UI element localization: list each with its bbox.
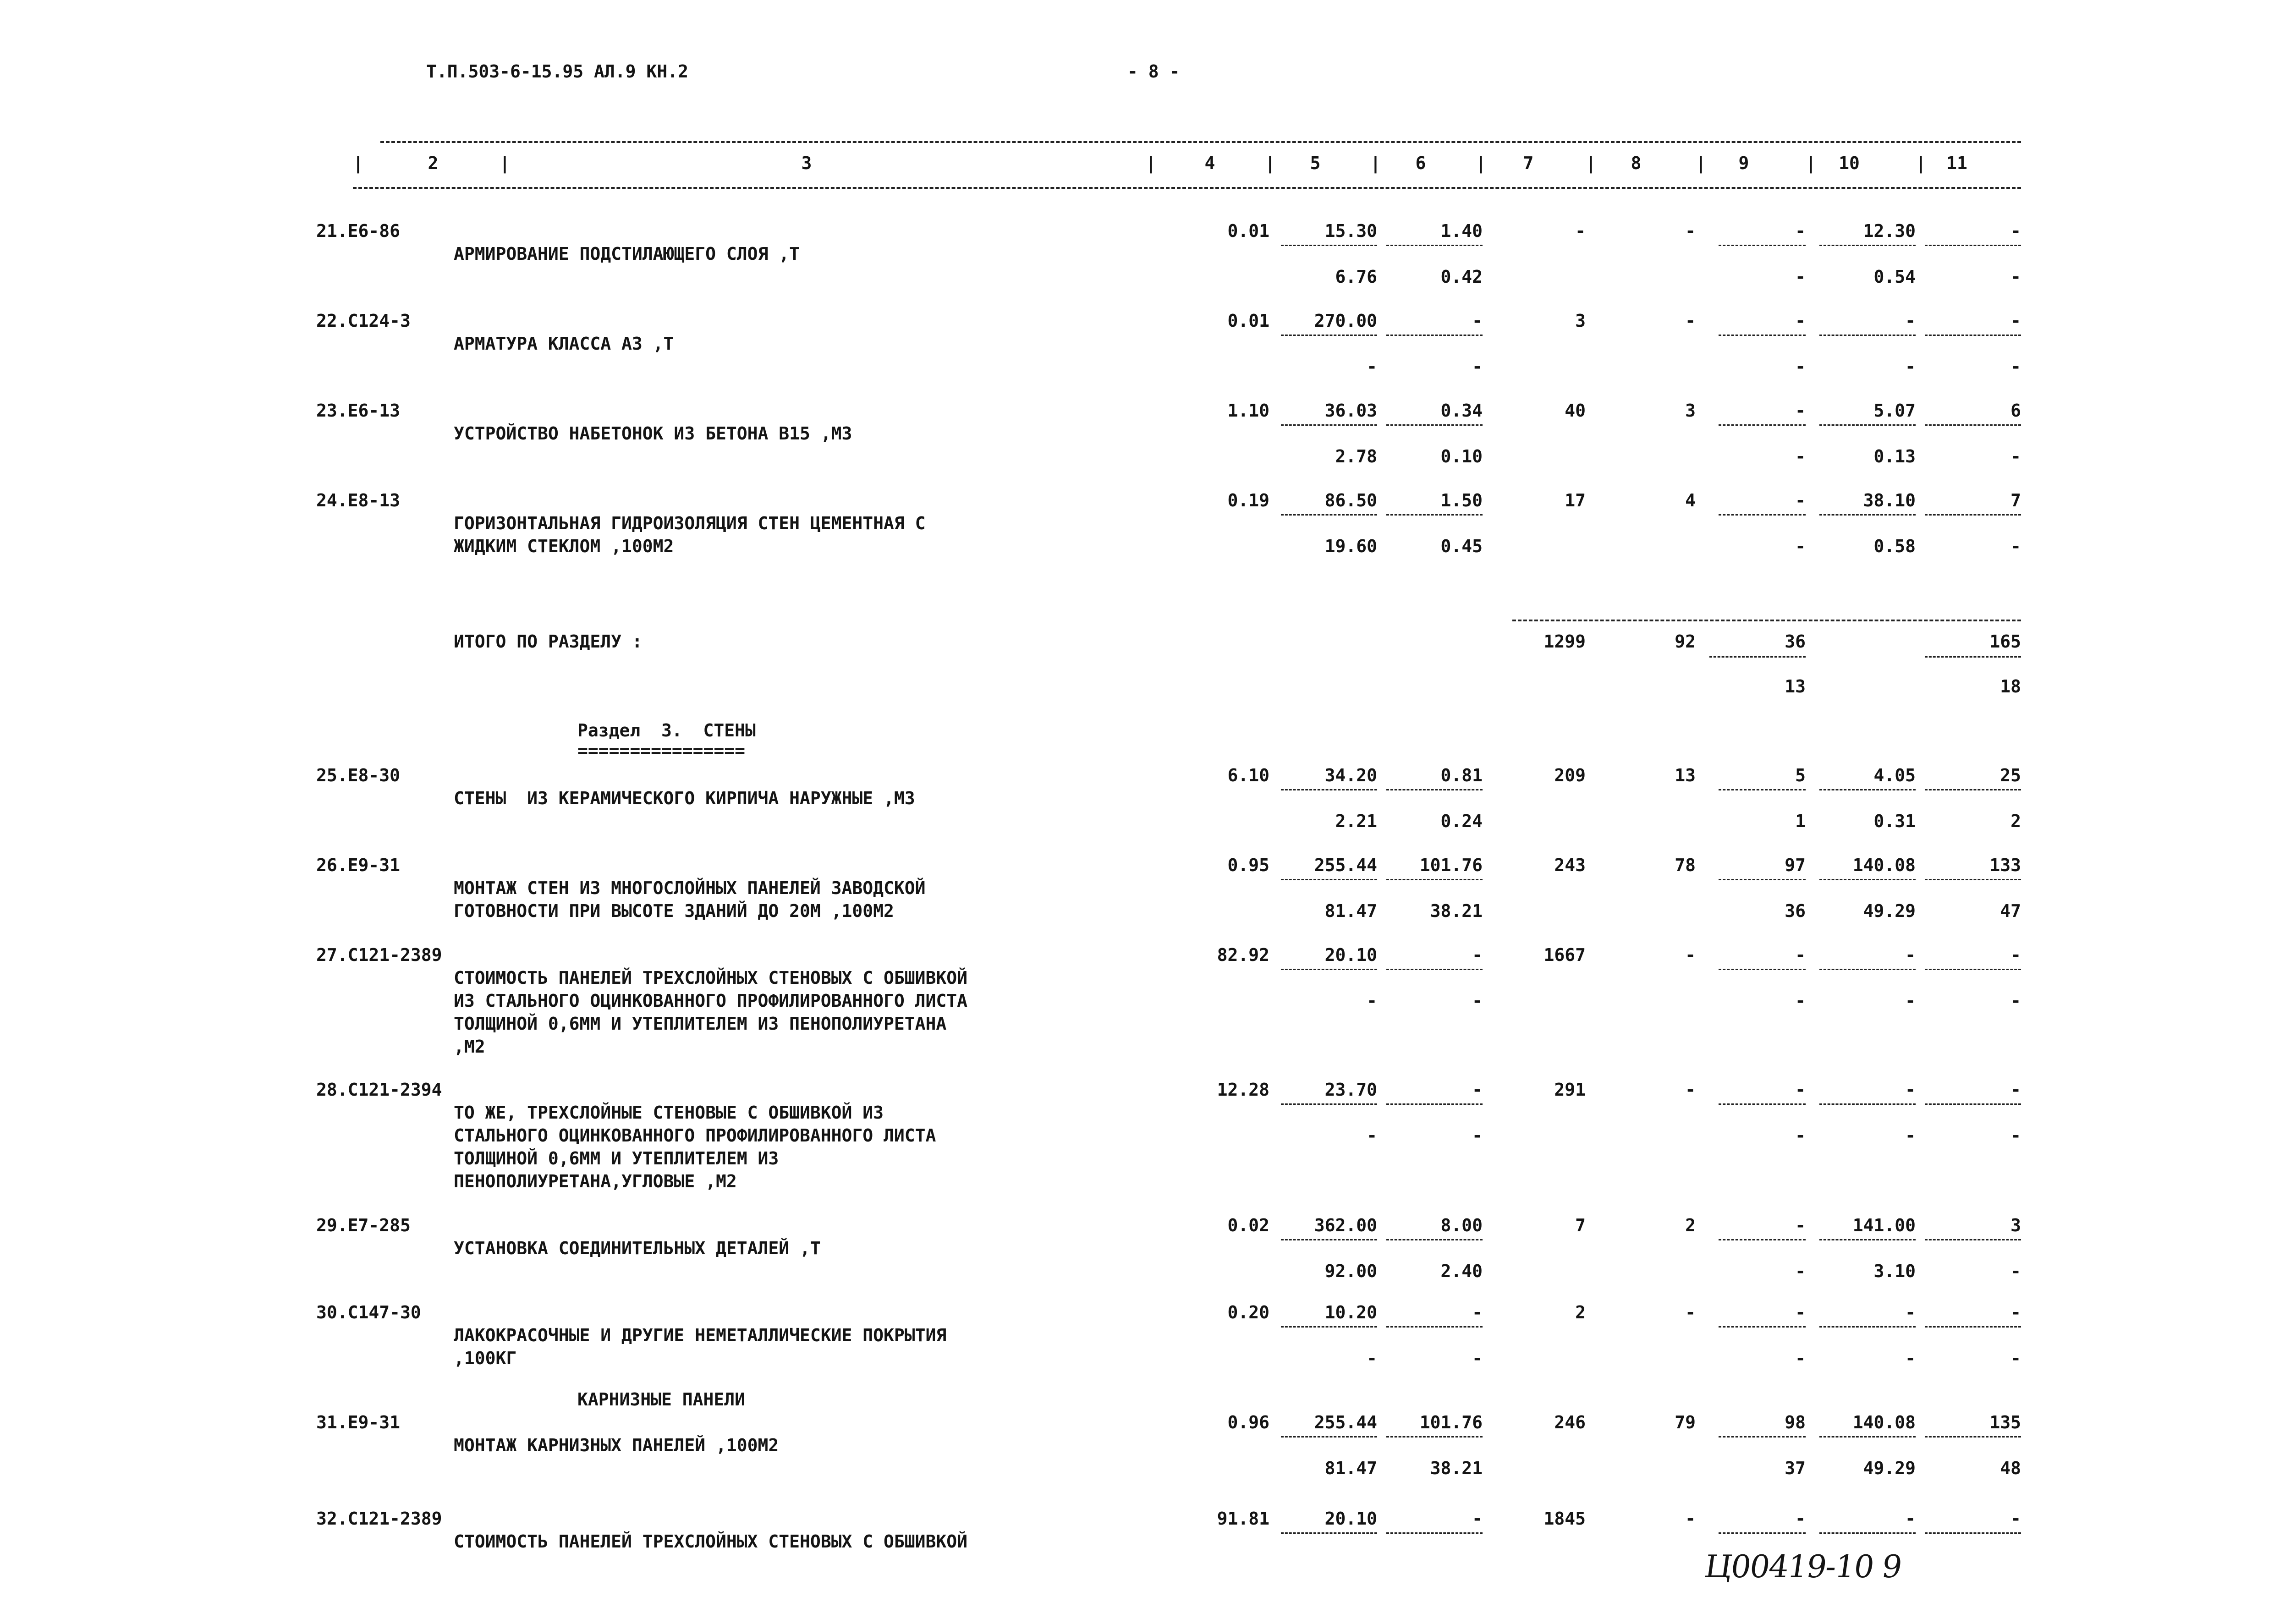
cell-c10b: 0.13 — [1873, 446, 1916, 466]
cell-c6b: - — [1472, 1125, 1483, 1146]
cell-c7: 7 — [1575, 1215, 1586, 1235]
section-total-divider — [1925, 656, 2021, 658]
cell-divider — [1819, 1239, 1916, 1240]
cell-divider — [1281, 1103, 1377, 1105]
cell-c6: - — [1472, 945, 1483, 965]
cell-c11b: - — [2010, 1261, 2021, 1281]
cell-c4: 0.95 — [1227, 855, 1269, 875]
section-total-c11: 165 — [1989, 631, 2021, 652]
row-code: 30.С147-30 — [316, 1302, 421, 1322]
cell-c10: 38.10 — [1863, 490, 1916, 510]
cell-divider — [1719, 1436, 1806, 1437]
cell-c4: 0.01 — [1227, 221, 1269, 241]
cell-c4: 6.10 — [1227, 765, 1269, 785]
subheading: КАРНИЗНЫЕ ПАНЕЛИ — [577, 1389, 746, 1410]
cell-c9: - — [1795, 311, 1806, 331]
cell-c5b: - — [1367, 1125, 1377, 1146]
cell-c4: 0.96 — [1227, 1412, 1269, 1432]
cell-divider — [1281, 424, 1377, 426]
cell-divider — [1281, 245, 1377, 246]
cell-c9b: 1 — [1795, 811, 1806, 831]
column-header-9: 9 — [1738, 153, 1749, 173]
cell-c10b: - — [1905, 1348, 1916, 1368]
section-total-c11b: 18 — [2000, 676, 2021, 697]
cell-c9b: - — [1795, 357, 1806, 377]
cell-c11: 3 — [2010, 1215, 2021, 1235]
cell-divider — [1386, 969, 1483, 970]
cell-c7: 243 — [1554, 855, 1586, 875]
cell-c4: 0.20 — [1227, 1302, 1269, 1322]
cell-c7: 3 — [1575, 311, 1586, 331]
cell-divider — [1281, 879, 1377, 880]
cell-divider — [1925, 514, 2021, 516]
handwritten-mark: Ц00419-10 9 — [1702, 1549, 1904, 1585]
cell-c6b: 38.21 — [1430, 901, 1483, 921]
cell-c10: - — [1905, 1302, 1916, 1322]
cell-divider — [1281, 1326, 1377, 1328]
cell-c7: 2 — [1575, 1302, 1586, 1322]
row-code: 28.С121-2394 — [316, 1080, 442, 1100]
cell-divider — [1819, 424, 1916, 426]
cell-divider — [1925, 1103, 2021, 1105]
cell-c11: - — [2010, 1509, 2021, 1529]
section-total-c9: 36 — [1785, 631, 1806, 652]
cell-c11b: - — [2010, 1348, 2021, 1368]
cell-c9b: - — [1795, 536, 1806, 556]
row-description: ПЕНОПОЛИУРЕТАНА,УГЛОВЫЕ ,М2 — [454, 1171, 737, 1191]
cell-divider — [1386, 879, 1483, 880]
cell-c5b: - — [1367, 1348, 1377, 1368]
cell-c8: 78 — [1675, 855, 1696, 875]
cell-c9: 97 — [1785, 855, 1806, 875]
cell-divider — [1819, 969, 1916, 970]
cell-c10: 140.08 — [1852, 855, 1916, 875]
row-description: СТЕНЫ ИЗ КЕРАМИЧЕСКОГО КИРПИЧА НАРУЖНЫЕ ,М3 — [454, 788, 915, 808]
cell-c9: - — [1795, 401, 1806, 421]
page-number: - 8 - — [1127, 61, 1180, 82]
cell-divider — [1386, 335, 1483, 336]
row-description: СТАЛЬНОГО ОЦИНКОВАННОГО ПРОФИЛИРОВАННОГО ЛИСТА — [454, 1125, 936, 1146]
column-header-separator: | — [1586, 153, 1596, 173]
cell-c9b: - — [1795, 991, 1806, 1011]
cell-c11: - — [2010, 945, 2021, 965]
cell-c11: - — [2010, 1080, 2021, 1100]
cell-divider — [1386, 1326, 1483, 1328]
cell-c8: - — [1685, 1302, 1696, 1322]
cell-c5: 255.44 — [1314, 855, 1377, 875]
cell-divider — [1281, 1532, 1377, 1534]
column-header-8: 8 — [1631, 153, 1642, 173]
cell-divider — [1719, 789, 1806, 790]
cell-c10: 5.07 — [1873, 401, 1916, 421]
cell-c6b: - — [1472, 357, 1483, 377]
cell-c5b: 92.00 — [1324, 1261, 1377, 1281]
cell-c5: 255.44 — [1314, 1412, 1377, 1432]
cell-c11: 7 — [2010, 490, 2021, 510]
total-rule — [1512, 620, 2021, 621]
cell-c7: 40 — [1565, 401, 1586, 421]
cell-c6b: 0.42 — [1440, 267, 1483, 287]
cell-divider — [1925, 245, 2021, 246]
cell-c11: - — [2010, 311, 2021, 331]
cell-c6: - — [1472, 1080, 1483, 1100]
section-title-underline: ================ — [577, 741, 746, 761]
column-header-6: 6 — [1415, 153, 1426, 173]
cell-c10b: 0.31 — [1873, 811, 1916, 831]
cell-divider — [1925, 1436, 2021, 1437]
cell-c9: - — [1795, 1080, 1806, 1100]
cell-divider — [1819, 514, 1916, 516]
cell-c6b: - — [1472, 1348, 1483, 1368]
cell-c9: - — [1795, 490, 1806, 510]
column-header-2: 2 — [428, 153, 439, 173]
cell-c6: 0.81 — [1440, 765, 1483, 785]
cell-c9: - — [1795, 945, 1806, 965]
cell-c8: - — [1685, 221, 1696, 241]
row-description: МОНТАЖ СТЕН ИЗ МНОГОСЛОЙНЫХ ПАНЕЛЕЙ ЗАВОДСКОЙ — [454, 878, 926, 898]
row-description: ЖИДКИМ СТЕКЛОМ ,100М2 — [454, 536, 674, 556]
column-header-separator: | — [1806, 153, 1816, 173]
cell-c4: 0.02 — [1227, 1215, 1269, 1235]
cell-divider — [1719, 1239, 1806, 1240]
row-code: 26.Е9-31 — [316, 855, 401, 875]
cell-c10: - — [1905, 1080, 1916, 1100]
cell-c6: 1.50 — [1440, 490, 1483, 510]
cell-c10: - — [1905, 1509, 1916, 1529]
cell-c10: - — [1905, 311, 1916, 331]
row-description: МОНТАЖ КАРНИЗНЫХ ПАНЕЛЕЙ ,100М2 — [454, 1435, 779, 1455]
cell-c5: 20.10 — [1324, 945, 1377, 965]
cell-c10: - — [1905, 945, 1916, 965]
cell-c4: 1.10 — [1227, 401, 1269, 421]
column-header-10: 10 — [1839, 153, 1860, 173]
cell-c10b: - — [1905, 991, 1916, 1011]
cell-c9b: - — [1795, 446, 1806, 466]
cell-c6: - — [1472, 1302, 1483, 1322]
cell-c9b: 37 — [1785, 1458, 1806, 1478]
row-code: 29.Е7-285 — [316, 1215, 411, 1235]
cell-c11: 6 — [2010, 401, 2021, 421]
cell-c5: 270.00 — [1314, 311, 1377, 331]
cell-c5: 36.03 — [1324, 401, 1377, 421]
cell-divider — [1281, 1436, 1377, 1437]
row-description: ТО ЖЕ, ТРЕХСЛОЙНЫЕ СТЕНОВЫЕ С ОБШИВКОЙ ИЗ — [454, 1103, 884, 1123]
cell-divider — [1281, 514, 1377, 516]
cell-c5b: 2.21 — [1335, 811, 1377, 831]
column-header-separator: | — [1265, 153, 1275, 173]
row-description: ,100КГ — [454, 1348, 517, 1368]
cell-c7: 246 — [1554, 1412, 1586, 1432]
row-description: ТОЛЩИНОЙ 0,6ММ И УТЕПЛИТЕЛЕМ ИЗ — [454, 1148, 779, 1169]
cell-c11: - — [2010, 1302, 2021, 1322]
cell-c9: - — [1795, 1215, 1806, 1235]
cell-divider — [1819, 1532, 1916, 1534]
row-description: ,М2 — [454, 1037, 485, 1057]
column-header-separator: | — [1916, 153, 1926, 173]
header-bottom-rule — [353, 187, 2021, 189]
column-header-3: 3 — [801, 153, 812, 173]
cell-c7: 17 — [1565, 490, 1586, 510]
cell-c5: 362.00 — [1314, 1215, 1377, 1235]
cell-c10: 141.00 — [1852, 1215, 1916, 1235]
cell-divider — [1819, 245, 1916, 246]
cell-c9: 5 — [1795, 765, 1806, 785]
row-code: 21.Е6-86 — [316, 221, 401, 241]
cell-c8: - — [1685, 945, 1696, 965]
cell-divider — [1925, 1239, 2021, 1240]
cell-divider — [1925, 879, 2021, 880]
cell-c4: 0.19 — [1227, 490, 1269, 510]
cell-divider — [1281, 1239, 1377, 1240]
cell-c11b: - — [2010, 267, 2021, 287]
cell-divider — [1386, 1532, 1483, 1534]
cell-c6b: 0.24 — [1440, 811, 1483, 831]
cell-c8: - — [1685, 1509, 1696, 1529]
cell-c5b: - — [1367, 357, 1377, 377]
cell-c11b: - — [2010, 536, 2021, 556]
cell-divider — [1719, 1532, 1806, 1534]
cell-c8: 2 — [1685, 1215, 1696, 1235]
section-total-c9b: 13 — [1785, 676, 1806, 697]
cell-divider — [1719, 879, 1806, 880]
row-description: УСТАНОВКА СОЕДИНИТЕЛЬНЫХ ДЕТАЛЕЙ ,Т — [454, 1238, 821, 1258]
row-code: 31.Е9-31 — [316, 1412, 401, 1432]
cell-c4: 82.92 — [1217, 945, 1269, 965]
cell-divider — [1281, 789, 1377, 790]
cell-c10b: 3.10 — [1873, 1261, 1916, 1281]
cell-divider — [1819, 789, 1916, 790]
cell-c6: - — [1472, 1509, 1483, 1529]
cell-c5: 10.20 — [1324, 1302, 1377, 1322]
cell-c4: 0.01 — [1227, 311, 1269, 331]
cell-c8: 13 — [1675, 765, 1696, 785]
column-header-11: 11 — [1946, 153, 1967, 173]
cell-c7: - — [1575, 221, 1586, 241]
cell-divider — [1386, 1103, 1483, 1105]
section-total-divider — [1709, 656, 1806, 658]
cell-c9b: - — [1795, 1261, 1806, 1281]
cell-c6b: 2.40 — [1440, 1261, 1483, 1281]
cell-c6b: 0.45 — [1440, 536, 1483, 556]
row-code: 22.С124-3 — [316, 311, 411, 331]
cell-c6: - — [1472, 311, 1483, 331]
cell-c8: 79 — [1675, 1412, 1696, 1432]
cell-divider — [1925, 969, 2021, 970]
cell-divider — [1719, 1326, 1806, 1328]
row-description: АРМИРОВАНИЕ ПОДСТИЛАЮЩЕГО СЛОЯ ,Т — [454, 244, 800, 264]
row-code: 25.Е8-30 — [316, 765, 401, 785]
cell-c5: 15.30 — [1324, 221, 1377, 241]
column-header-separator: | — [1696, 153, 1706, 173]
column-header-7: 7 — [1523, 153, 1534, 173]
cell-c6: 101.76 — [1419, 1412, 1483, 1432]
cell-divider — [1386, 1239, 1483, 1240]
cell-c5: 34.20 — [1324, 765, 1377, 785]
row-description: СТОИМОСТЬ ПАНЕЛЕЙ ТРЕХСЛОЙНЫХ СТЕНОВЫХ С ОБШИВКОЙ — [454, 968, 968, 988]
column-header-separator: | — [1476, 153, 1486, 173]
cell-divider — [1819, 879, 1916, 880]
cell-c7: 1667 — [1543, 945, 1586, 965]
cell-c5b: 6.76 — [1335, 267, 1377, 287]
cell-c5b: 81.47 — [1324, 901, 1377, 921]
cell-c6b: - — [1472, 991, 1483, 1011]
cell-c10b: 0.58 — [1873, 536, 1916, 556]
cell-divider — [1386, 424, 1483, 426]
cell-c5: 86.50 — [1324, 490, 1377, 510]
section-total-c7: 1299 — [1543, 631, 1586, 652]
cell-c6b: 0.10 — [1440, 446, 1483, 466]
row-description: ТОЛЩИНОЙ 0,6ММ И УТЕПЛИТЕЛЕМ ИЗ ПЕНОПОЛИУРЕТАНА — [454, 1014, 947, 1034]
cell-divider — [1819, 335, 1916, 336]
row-description: ГОТОВНОСТИ ПРИ ВЫСОТЕ ЗДАНИЙ ДО 20М ,100М2 — [454, 901, 894, 921]
row-code: 27.С121-2389 — [316, 945, 442, 965]
cell-divider — [1925, 424, 2021, 426]
cell-divider — [1925, 789, 2021, 790]
row-description: ИЗ СТАЛЬНОГО ОЦИНКОВАННОГО ПРОФИЛИРОВАННОГО ЛИСТА — [454, 991, 968, 1011]
cell-divider — [1386, 789, 1483, 790]
cell-c11b: - — [2010, 446, 2021, 466]
cell-c5b: 2.78 — [1335, 446, 1377, 466]
cell-c7: 291 — [1554, 1080, 1586, 1100]
cell-c11b: 48 — [2000, 1458, 2021, 1478]
row-code: 32.С121-2389 — [316, 1509, 442, 1529]
cell-divider — [1819, 1103, 1916, 1105]
cell-c11b: 47 — [2000, 901, 2021, 921]
cell-divider — [1719, 1103, 1806, 1105]
cell-c8: - — [1685, 1080, 1696, 1100]
cell-divider — [1719, 424, 1806, 426]
cell-divider — [1925, 335, 2021, 336]
cell-c9b: 36 — [1785, 901, 1806, 921]
row-description: УСТРОЙСТВО НАБЕТОНОК ИЗ БЕТОНА В15 ,М3 — [454, 423, 852, 444]
cell-c6: 0.34 — [1440, 401, 1483, 421]
column-header-bar: | — [353, 153, 363, 173]
cell-divider — [1719, 514, 1806, 516]
cell-c10b: - — [1905, 1125, 1916, 1146]
column-header-separator: | — [500, 153, 510, 173]
cell-c8: 4 — [1685, 490, 1696, 510]
cell-c10: 4.05 — [1873, 765, 1916, 785]
cell-c11: 135 — [1989, 1412, 2021, 1432]
cell-c6: 101.76 — [1419, 855, 1483, 875]
column-header-4: 4 — [1204, 153, 1215, 173]
row-description: АРМАТУРА КЛАССА А3 ,Т — [454, 334, 674, 354]
cell-c11: 133 — [1989, 855, 2021, 875]
cell-c5b: 81.47 — [1324, 1458, 1377, 1478]
cell-divider — [1281, 335, 1377, 336]
cell-divider — [1925, 1326, 2021, 1328]
cell-divider — [1386, 514, 1483, 516]
row-description: ГОРИЗОНТАЛЬНАЯ ГИДРОИЗОЛЯЦИЯ СТЕН ЦЕМЕНТНАЯ С — [454, 513, 926, 533]
cell-c9b: - — [1795, 1125, 1806, 1146]
cell-c11: 25 — [2000, 765, 2021, 785]
cell-divider — [1819, 1436, 1916, 1437]
cell-c9: - — [1795, 1509, 1806, 1529]
cell-c8: 3 — [1685, 401, 1696, 421]
document-reference: Т.П.503-6-15.95 АЛ.9 КН.2 — [426, 61, 688, 82]
cell-c5b: - — [1367, 991, 1377, 1011]
cell-c11: - — [2010, 221, 2021, 241]
cell-c4: 12.28 — [1217, 1080, 1269, 1100]
cell-c10b: 0.54 — [1873, 267, 1916, 287]
cell-c10: 140.08 — [1852, 1412, 1916, 1432]
cell-c9: 98 — [1785, 1412, 1806, 1432]
cell-c11b: 2 — [2010, 811, 2021, 831]
cell-c5: 23.70 — [1324, 1080, 1377, 1100]
column-header-5: 5 — [1310, 153, 1321, 173]
cell-c11b: - — [2010, 991, 2021, 1011]
cell-c5b: 19.60 — [1324, 536, 1377, 556]
cell-divider — [1386, 1436, 1483, 1437]
cell-divider — [1719, 969, 1806, 970]
cell-c7: 1845 — [1543, 1509, 1586, 1529]
row-description: СТОИМОСТЬ ПАНЕЛЕЙ ТРЕХСЛОЙНЫХ СТЕНОВЫХ С ОБШИВКОЙ — [454, 1531, 968, 1552]
row-code: 23.Е6-13 — [316, 401, 401, 421]
cell-c9: - — [1795, 1302, 1806, 1322]
cell-c10b: 49.29 — [1863, 1458, 1916, 1478]
cell-c9: - — [1795, 221, 1806, 241]
cell-c7: 209 — [1554, 765, 1586, 785]
cell-c4: 91.81 — [1217, 1509, 1269, 1529]
cell-divider — [1386, 245, 1483, 246]
cell-c9b: - — [1795, 1348, 1806, 1368]
cell-c6: 1.40 — [1440, 221, 1483, 241]
cell-c5: 20.10 — [1324, 1509, 1377, 1529]
cell-c10: 12.30 — [1863, 221, 1916, 241]
column-header-separator: | — [1370, 153, 1381, 173]
column-header-separator: | — [1146, 153, 1156, 173]
section-title: Раздел 3. СТЕНЫ — [577, 720, 756, 741]
cell-c10b: 49.29 — [1863, 901, 1916, 921]
cell-divider — [1819, 1326, 1916, 1328]
cell-c10b: - — [1905, 357, 1916, 377]
cell-divider — [1925, 1532, 2021, 1534]
cell-c9b: - — [1795, 267, 1806, 287]
cell-divider — [1281, 969, 1377, 970]
row-description: ЛАКОКРАСОЧНЫЕ И ДРУГИЕ НЕМЕТАЛЛИЧЕСКИЕ ПОКРЫТИЯ — [454, 1325, 947, 1345]
cell-divider — [1719, 245, 1806, 246]
section-total-label: ИТОГО ПО РАЗДЕЛУ : — [454, 631, 643, 652]
cell-c11b: - — [2010, 1125, 2021, 1146]
cell-c11b: - — [2010, 357, 2021, 377]
row-code: 24.Е8-13 — [316, 490, 401, 510]
cell-c6: 8.00 — [1440, 1215, 1483, 1235]
cell-c6b: 38.21 — [1430, 1458, 1483, 1478]
section-total-c8: 92 — [1675, 631, 1696, 652]
cell-c8: - — [1685, 311, 1696, 331]
cell-divider — [1719, 335, 1806, 336]
header-top-rule — [380, 141, 2021, 143]
